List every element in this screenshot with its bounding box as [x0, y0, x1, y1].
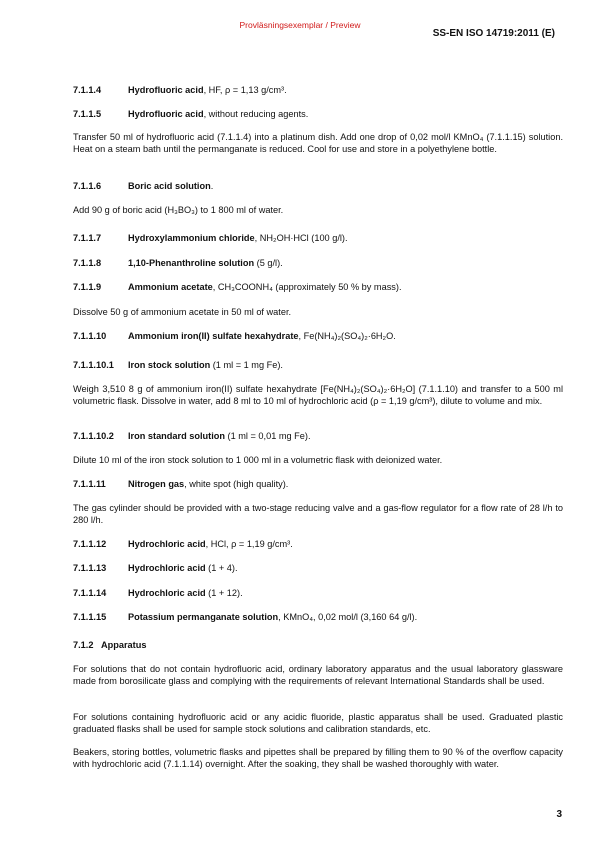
paragraph: Add 90 g of boric acid (H₃BO₃) to 1 800 ml of water.: [73, 205, 284, 215]
clause-text: , HCl, ρ = 1,19 g/cm³.: [205, 539, 293, 549]
clause-number: 7.1.1.13: [73, 563, 107, 573]
clause-number: 7.1.1.14: [73, 588, 107, 598]
clause-7-1-1-11: [73, 479, 563, 491]
clause-7-1-1-15: [73, 612, 563, 624]
paragraph: Dissolve 50 g of ammonium acetate in 50 ml of water.: [73, 307, 292, 317]
clause-7-1-1-10: [73, 331, 563, 343]
clause-7-1-1-13: [73, 563, 563, 575]
clause-number: 7.1.1.10.1: [73, 360, 114, 370]
clause-text: (1 + 4).: [205, 563, 238, 573]
clause-text: , without reducing agents.: [203, 109, 309, 119]
clause-number: 7.1.1.8: [73, 258, 102, 268]
clause-text: , KMnO₄, 0,02 mol/l (3,160 64 g/l).: [278, 612, 418, 622]
paragraph: Dilute 10 ml of the iron stock solution to 1 000 ml in a volumetric flask with deionized water.: [73, 455, 443, 465]
paragraph: Beakers, storing bottles, volumetric flasks and pipettes shall be prepared by filling them to 90 % of the overflow capacity with hydrochloric acid (7.1.1.14) overnight. After the soaking, they shall be washed thoroughly with water.: [73, 747, 563, 769]
clause-number: 7.1.1.10: [73, 331, 107, 341]
section-7-1-2: [73, 640, 563, 652]
paragraph: Weigh 3,510 8 g of ammonium iron(II) sulfate hexahydrate [Fe(NH₄)₂(SO₄)₂·6H₂O] (7.1.1.10) and transfer to a 500 ml volumetric flask. Dissolve in water, add 8 ml to 10 ml of hydrochloric acid (ρ = 1,19 g/cm³), dilute to volume and mix.: [73, 384, 563, 406]
paragraph: For solutions that do not contain hydrofluoric acid, ordinary laboratory apparatus and the usual laboratory glassware made from borosilicate glass and complying with the requirements of relevant International Standards shall be used.: [73, 664, 563, 686]
clause-text: , Fe(NH₄)₂(SO₄)₂·6H₂O.: [298, 331, 396, 341]
clause-number: 7.1.1.15: [73, 612, 107, 622]
clause-7-1-1-10-1: [73, 360, 563, 372]
clause-text: , NH₂OH·HCl (100 g/l).: [254, 233, 348, 243]
clause-title: Iron standard solution: [128, 431, 225, 441]
paragraph: For solutions containing hydrofluoric acid or any acidic fluoride, plastic apparatus shall be used. Graduated plastic graduated flasks shall be used for sample stock solutions and calibration standards, etc.: [73, 712, 563, 734]
page-number: 3: [556, 809, 562, 820]
clause-title: Ammonium iron(II) sulfate hexahydrate: [128, 331, 299, 341]
clause-number: 7.1.1.9: [73, 282, 102, 292]
clause-7-1-1-6: [73, 181, 563, 193]
clause-title: Boric acid solution: [128, 181, 211, 191]
clause-text: (1 ml = 0,01 mg Fe).: [224, 431, 311, 441]
clause-title: Hydroxylammonium chloride: [128, 233, 255, 243]
clause-7-1-1-14: [73, 588, 563, 600]
clause-7-1-1-7: [73, 233, 563, 245]
clause-title: Hydrochloric acid: [128, 539, 206, 549]
preview-watermark: Provläsningsexemplar / Preview: [239, 20, 361, 30]
standard-id: SS-EN ISO 14719:2011 (E): [432, 28, 555, 39]
clause-number: 7.1.1.11: [73, 479, 106, 489]
clause-title: Apparatus: [101, 640, 147, 650]
clause-title: Nitrogen gas: [128, 479, 185, 489]
clause-number: 7.1.1.12: [73, 539, 107, 549]
clause-text: , CH₃COONH₄ (approximately 50 % by mass).: [212, 282, 402, 292]
clause-title: Hydrofluoric acid: [128, 85, 204, 95]
clause-7-1-1-8: [73, 258, 563, 270]
paragraph: Transfer 50 ml of hydrofluoric acid (7.1.1.4) into a platinum dish. Add one drop of 0,02 mol/l KMnO₄ (7.1.1.15) solution. Heat on a steam bath until the permanganate is reduced. Cool for use and store in a polyethylene bottle.: [73, 132, 563, 154]
paragraph: The gas cylinder should be provided with a two-stage reducing valve and a gas-flow regulator for a flow rate of 28 l/h to 280 l/h.: [73, 503, 563, 525]
clause-number: 7.1.1.10.2: [73, 431, 114, 441]
clause-number: 7.1.1.5: [73, 109, 102, 119]
clause-text: .: [210, 181, 214, 191]
clause-title: Potassium permanganate solution: [128, 612, 279, 622]
clause-7-1-1-12: [73, 539, 563, 551]
clause-text: (5 g/l).: [254, 258, 283, 268]
clause-title: Hydrofluoric acid: [128, 109, 204, 119]
clause-7-1-1-9: [73, 282, 563, 294]
clause-title: Hydrochloric acid: [128, 588, 206, 598]
clause-text: , HF, ρ = 1,13 g/cm³.: [203, 85, 287, 95]
clause-7-1-1-5: [73, 109, 563, 121]
clause-number: 7.1.1.4: [73, 85, 102, 95]
clause-text: , white spot (high quality).: [184, 479, 289, 489]
clause-text: (1 + 12).: [205, 588, 243, 598]
clause-title: Ammonium acetate: [128, 282, 213, 292]
clause-number: 7.1.1.6: [73, 181, 102, 191]
clause-text: (1 ml = 1 mg Fe).: [210, 360, 283, 370]
clause-title: 1,10-Phenanthroline solution: [128, 258, 255, 268]
clause-number: 7.1.2: [73, 640, 94, 650]
clause-number: 7.1.1.7: [73, 233, 102, 243]
clause-7-1-1-10-2: [73, 431, 563, 443]
clause-title: Hydrochloric acid: [128, 563, 206, 573]
clause-title: Iron stock solution: [128, 360, 211, 370]
clause-7-1-1-4: [73, 85, 563, 97]
